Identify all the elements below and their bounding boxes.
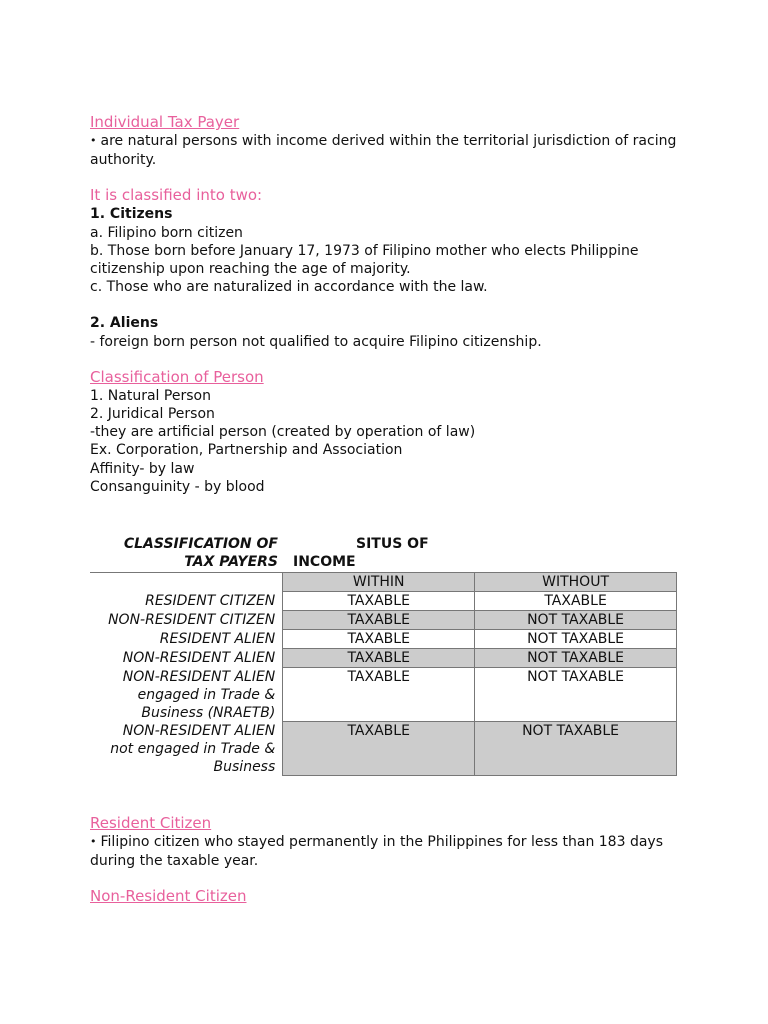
individual-tax-payer-desc: are natural persons with income derived within the territorial jurisdiction of racing authority. xyxy=(90,133,677,169)
row-label: NON-RESIDENT ALIEN xyxy=(122,649,276,666)
document-body xyxy=(90,112,680,496)
row-label-line: NON-RESIDENT ALIEN xyxy=(122,668,276,685)
header-left-line2: TAX PAYERS xyxy=(184,554,278,570)
lower-sections xyxy=(90,813,680,906)
citizens-c: c. Those who are naturalized in accordance with the law. xyxy=(90,279,488,296)
row-label-line: not engaged in Trade & xyxy=(110,740,276,757)
header-classification xyxy=(90,535,278,571)
person-line: -they are artificial person (created by operation of law) xyxy=(90,424,476,441)
table-header xyxy=(90,535,680,572)
table-row xyxy=(90,573,677,592)
table-row xyxy=(90,668,677,722)
person-line: Affinity- by law xyxy=(90,460,195,477)
person-line: Consanguinity - by blood xyxy=(90,478,265,495)
cell-within: TAXABLE xyxy=(283,592,475,611)
row-label: RESIDENT CITIZEN xyxy=(145,592,276,609)
row-label xyxy=(90,668,283,722)
tax-classification-table xyxy=(90,535,680,776)
col-within-header: WITHIN xyxy=(283,573,475,592)
resident-citizen-desc: Filipino citizen who stayed permanently in the Philippines for less than 183 days during the taxable year. xyxy=(90,834,663,870)
row-label: NON-RESIDENT CITIZEN xyxy=(108,611,276,628)
classification-table xyxy=(90,572,677,776)
table-row xyxy=(90,592,677,611)
citizens-a: a. Filipino born citizen xyxy=(90,224,243,241)
header-right-line2: INCOME xyxy=(293,554,356,570)
row-label: RESIDENT ALIEN xyxy=(159,630,276,647)
header-left-line1: CLASSIFICATION OF xyxy=(123,536,278,552)
row-label-line: Business xyxy=(213,758,276,775)
row-label-line: Business (NRAETB) xyxy=(141,704,276,721)
citizens-b: b. Those born before January 17, 1973 of Filipino mother who elects Philippine citizenship upon reaching the age of majority. xyxy=(90,242,639,278)
cell-without: NOT TAXABLE xyxy=(475,630,677,649)
cell-within: TAXABLE xyxy=(283,722,475,776)
row-label-line: engaged in Trade & xyxy=(137,686,276,703)
heading-classified-into-two: It is classified into two: xyxy=(90,186,263,205)
cell-without: NOT TAXABLE xyxy=(475,649,677,668)
aliens-text: - foreign born person not qualified to acquire Filipino citizenship. xyxy=(90,333,542,350)
aliens-title: 2. Aliens xyxy=(90,315,159,332)
table-row xyxy=(90,722,677,776)
person-line: Ex. Corporation, Partnership and Association xyxy=(90,442,403,459)
cell-within: TAXABLE xyxy=(283,611,475,630)
header-right-line1: SITUS OF xyxy=(356,536,429,552)
person-line: 2. Juridical Person xyxy=(90,406,215,423)
bullet-icon: • xyxy=(90,134,97,147)
cell-within: TAXABLE xyxy=(283,630,475,649)
cell-without: NOT TAXABLE xyxy=(475,668,677,722)
row-label xyxy=(90,722,283,776)
heading-classification-of-person: Classification of Person xyxy=(90,367,264,386)
table-row xyxy=(90,649,677,668)
bullet-icon: • xyxy=(90,835,97,848)
citizens-title: 1. Citizens xyxy=(90,206,173,223)
resident-citizen-text xyxy=(90,833,680,870)
cell-within: TAXABLE xyxy=(283,668,475,722)
heading-individual-tax-payer: Individual Tax Payer xyxy=(90,113,240,131)
col-without-header: WITHOUT xyxy=(475,573,677,592)
individual-tax-payer-text xyxy=(90,132,680,169)
heading-non-resident-citizen: Non-Resident Citizen xyxy=(90,887,247,906)
cell-within: TAXABLE xyxy=(283,649,475,668)
header-situs xyxy=(293,535,493,571)
heading-resident-citizen: Resident Citizen xyxy=(90,814,212,832)
cell-without: NOT TAXABLE xyxy=(475,611,677,630)
table-row xyxy=(90,611,677,630)
cell-without: NOT TAXABLE xyxy=(475,722,677,776)
row-label-line: NON-RESIDENT ALIEN xyxy=(122,722,276,739)
table-row xyxy=(90,630,677,649)
cell-without: TAXABLE xyxy=(475,592,677,611)
person-line: 1. Natural Person xyxy=(90,387,211,404)
